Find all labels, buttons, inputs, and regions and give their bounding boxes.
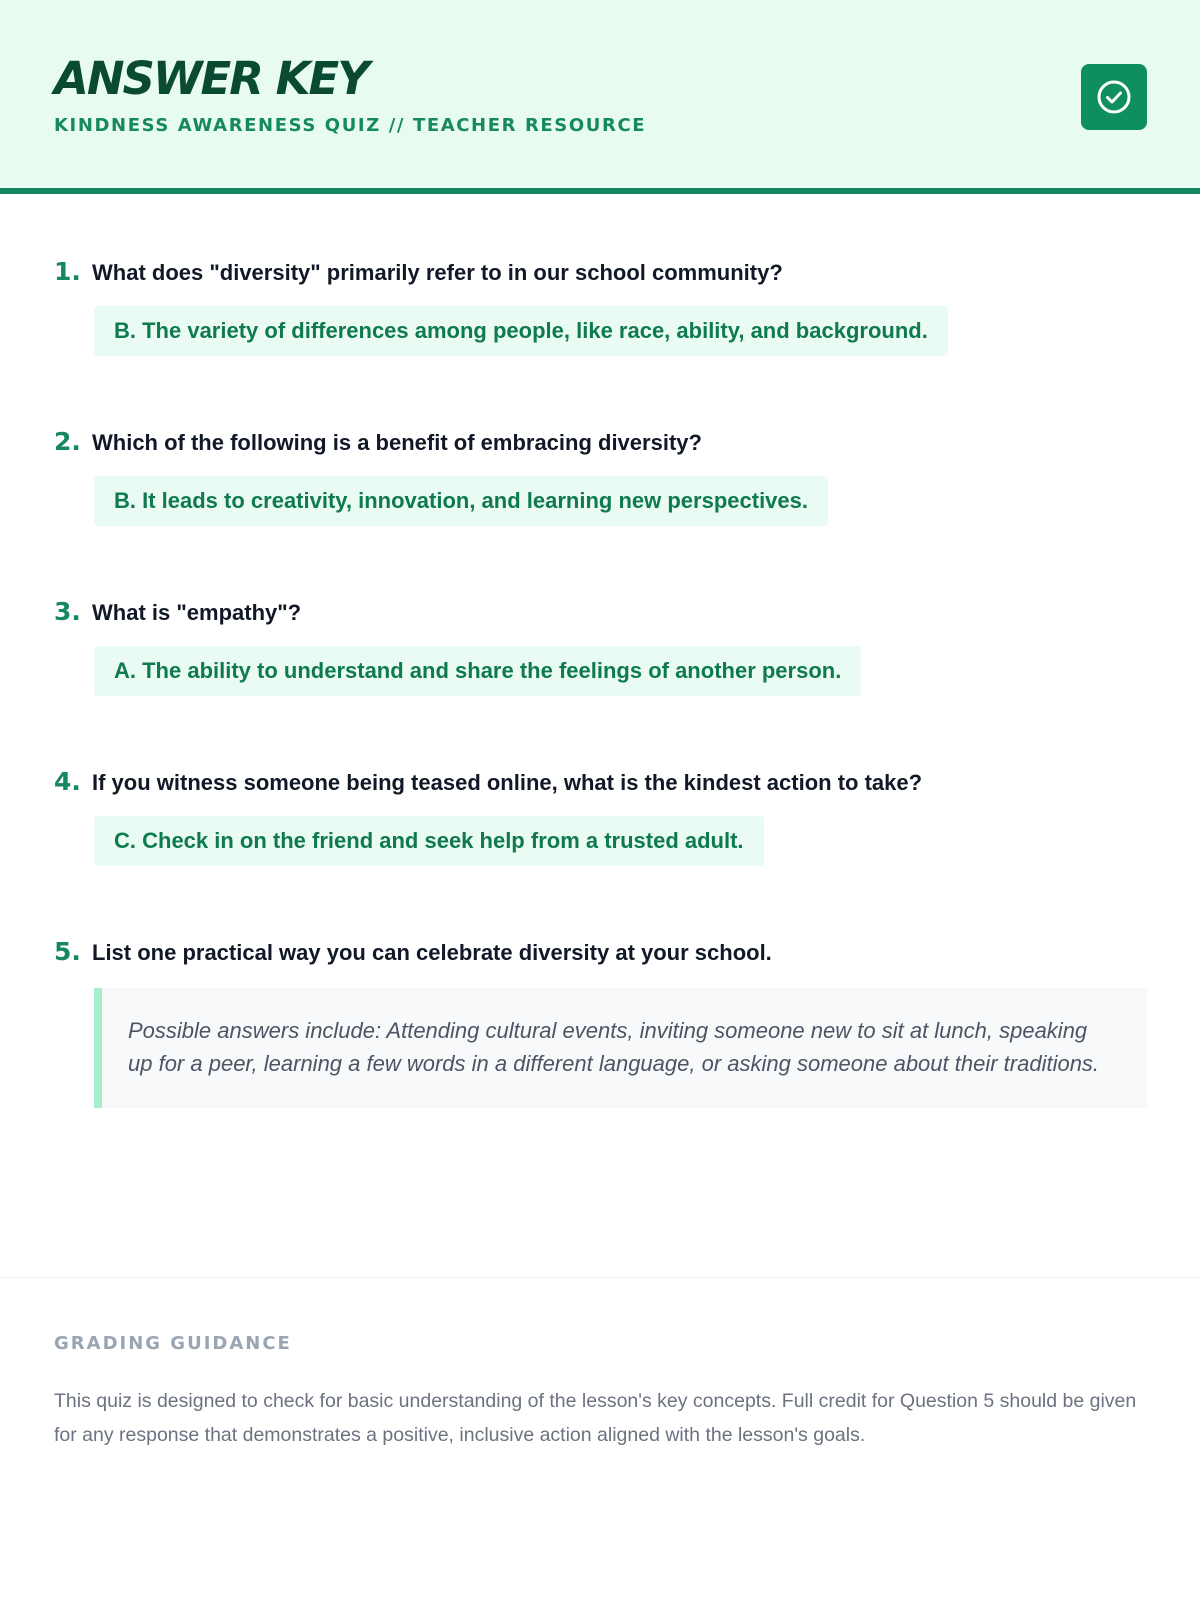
header (0, 0, 1200, 194)
question-4 (54, 767, 1147, 866)
question-3 (54, 597, 1147, 696)
guidance-text: This quiz is designed to check for basic understanding of the lesson's key concepts. Full credit for Question 5 should be given for any response that demonstrates a positive, inclusive action aligned with the lesson's goals. (54, 1390, 1137, 1446)
answer-highlight: C. Check in on the friend and seek help from a trusted adult. (94, 816, 764, 866)
sample-answer-block: Possible answers include: Attending cultural events, inviting someone new to sit at lunch, speaking up for a peer, learning a few words in a different language, or asking someone about their traditions. (94, 988, 1147, 1108)
question-text: What does "diversity" primarily refer to in our school community? (92, 260, 783, 285)
question-text: If you witness someone being teased online, what is the kindest action to take? (92, 770, 923, 795)
question-number: 3. (54, 597, 81, 626)
check-circle-icon (1095, 78, 1133, 116)
question-5 (54, 937, 1147, 1108)
answer-highlight: B. It leads to creativity, innovation, and learning new perspectives. (94, 476, 828, 526)
question-number: 1. (54, 257, 81, 286)
guidance-heading: GRADING GUIDANCE (54, 1333, 292, 1354)
question-number: 5. (54, 937, 81, 966)
page-title: ANSWER KEY (54, 52, 368, 105)
check-badge (1081, 64, 1147, 130)
question-1 (54, 257, 1147, 356)
question-number: 4. (54, 767, 81, 796)
question-text: Which of the following is a benefit of embracing diversity? (92, 430, 702, 455)
answer-highlight: A. The ability to understand and share the feelings of another person. (94, 646, 861, 696)
question-number: 2. (54, 427, 81, 456)
grading-guidance (0, 1277, 1200, 1600)
question-text: List one practical way you can celebrate diversity at your school. (92, 940, 772, 965)
question-2 (54, 427, 1147, 526)
page-subtitle: KINDNESS AWARENESS QUIZ // TEACHER RESOURCE (54, 115, 647, 136)
answer-highlight: B. The variety of differences among people, like race, ability, and background. (94, 306, 948, 356)
question-text: What is "empathy"? (92, 600, 302, 625)
